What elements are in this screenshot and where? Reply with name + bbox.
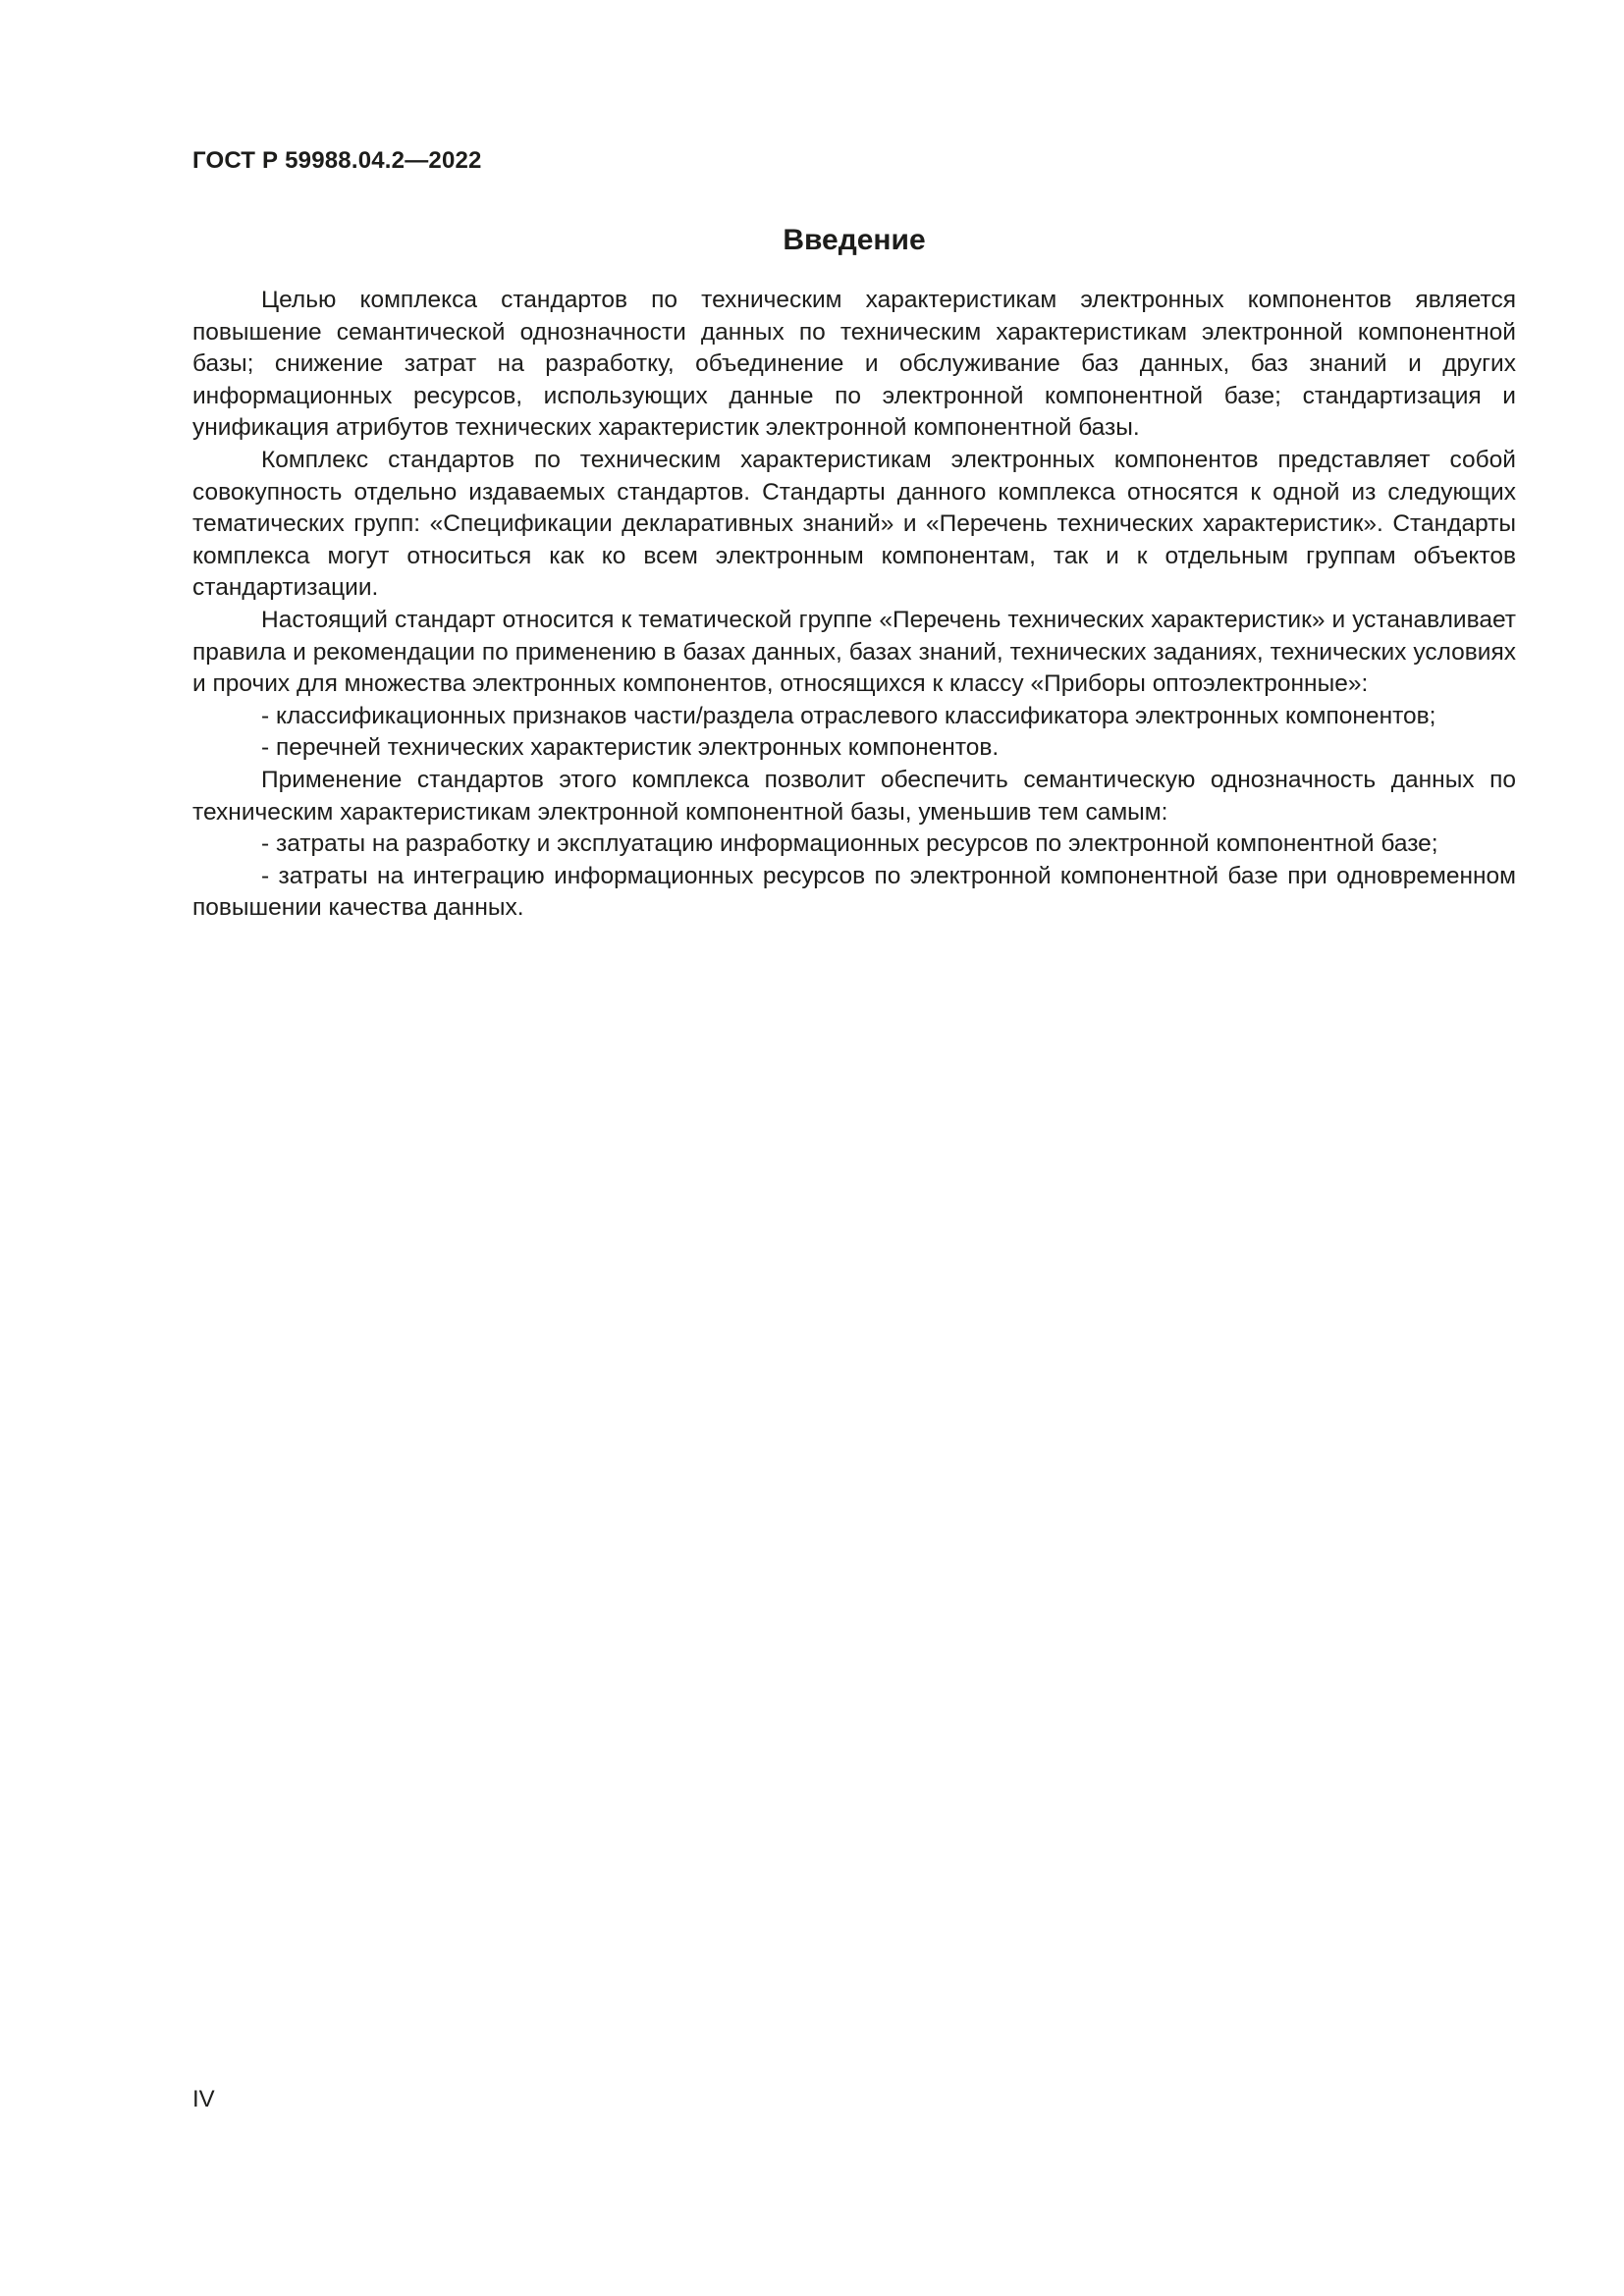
list-item: - затраты на разработку и эксплуатацию информационных ресурсов по электронной компонентной базе; [261, 830, 1438, 858]
paragraph: Комплекс стандартов по техническим характеристикам электронных компонентов представляет собой совокупность отдельно издаваемых стандартов. Стандарты данного комплекса относятся к одной из следующих тематических групп: «Спецификации декларативных знаний» и «Перечень технических характеристик». Стандарты комплекса могут относиться как ко всем электронным компонентам, так и к отдельным группам объектов стандартизации. [192, 446, 1516, 602]
paragraph: Целью комплекса стандартов по техническим характеристикам электронных компонентов является повышение семантической однозначности данных по техническим характеристикам электронной компонентной базы; снижение затрат на разработку, объединение и обслуживание баз данных, баз знаний и других информационных ресурсов, использующих данные по электронной компонентной базе; стандартизация и унификация атрибутов технических характеристик электронной компонентной базы. [192, 287, 1516, 442]
list-item: - перечней технических характеристик электронных компонентов. [261, 734, 1000, 762]
section-title: Введение [783, 224, 926, 256]
list-item: - затраты на интеграцию информационных ресурсов по электронной компонентной базе при одновременном повышении качества данных. [192, 862, 1516, 922]
document-code: ГОСТ Р 59988.04.2—2022 [192, 147, 482, 174]
paragraph: Применение стандартов этого комплекса позволит обеспечить семантическую однозначность данных по техническим характеристикам электронной компонентной базы, уменьшив тем самым: [192, 766, 1516, 826]
section-body [192, 285, 1516, 925]
page-number: IV [192, 2086, 215, 2112]
list-item: - классификационных признаков части/раздела отраслевого классификатора электронных компонентов; [261, 702, 1436, 729]
paragraph: Настоящий стандарт относится к тематической группе «Перечень технических характеристик» и устанавливает правила и рекомендации по применению в базах данных, базах знаний, технических заданиях, технических условиях и прочих для множества электронных компонентов, относящихся к классу «Приборы оптоэлектронные»: [192, 606, 1516, 698]
